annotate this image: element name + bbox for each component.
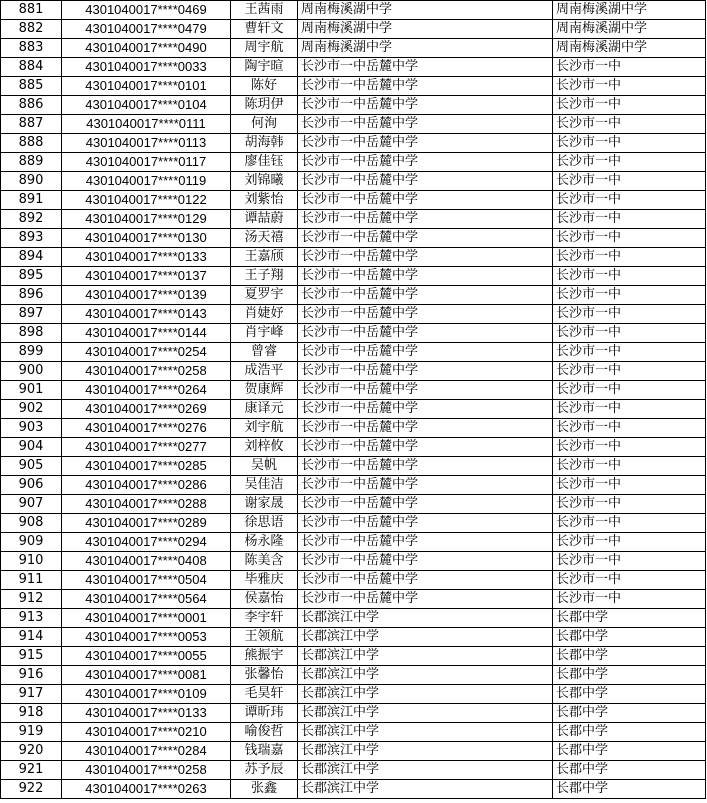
table-row bbox=[1, 248, 706, 267]
school-cell[interactable]: 长郡滨江中学 bbox=[298, 647, 553, 666]
school-cell[interactable]: 长沙市一中岳麓中学 bbox=[298, 115, 553, 134]
id-number-cell[interactable]: 4301040017****0117 bbox=[62, 153, 231, 172]
row-number-cell[interactable]: 902 bbox=[1, 400, 62, 419]
school-cell[interactable]: 长沙市一中岳麓中学 bbox=[298, 476, 553, 495]
student-name-cell[interactable]: 吴帆 bbox=[231, 457, 298, 476]
student-name-cell[interactable]: 夏罗宇 bbox=[231, 286, 298, 305]
id-number-cell[interactable]: 4301040017****0284 bbox=[62, 742, 231, 761]
id-number-cell[interactable]: 4301040017****0133 bbox=[62, 704, 231, 723]
student-name-cell[interactable]: 李宇轩 bbox=[231, 609, 298, 628]
id-number-cell[interactable]: 4301040017****0504 bbox=[62, 571, 231, 590]
table-row bbox=[1, 267, 706, 286]
table-row bbox=[1, 286, 706, 305]
id-number-cell[interactable]: 4301040017****0258 bbox=[62, 761, 231, 780]
school-group-cell[interactable]: 长沙市一中 bbox=[553, 533, 706, 552]
school-group-cell[interactable]: 周南梅溪湖中学 bbox=[553, 20, 706, 39]
row-number-cell[interactable]: 920 bbox=[1, 742, 62, 761]
school-cell[interactable]: 长郡滨江中学 bbox=[298, 723, 553, 742]
school-group-cell[interactable]: 长沙市一中 bbox=[553, 438, 706, 457]
student-name-cell[interactable]: 贺康辉 bbox=[231, 381, 298, 400]
row-number-cell[interactable]: 915 bbox=[1, 647, 62, 666]
school-cell[interactable]: 长沙市一中岳麓中学 bbox=[298, 58, 553, 77]
student-name-cell[interactable]: 徐思语 bbox=[231, 514, 298, 533]
school-cell[interactable]: 长郡滨江中学 bbox=[298, 666, 553, 685]
student-name-cell[interactable]: 喻俊哲 bbox=[231, 723, 298, 742]
school-group-cell[interactable]: 长沙市一中 bbox=[553, 77, 706, 96]
row-number-cell[interactable]: 881 bbox=[1, 1, 62, 20]
school-group-cell[interactable]: 长郡中学 bbox=[553, 780, 706, 799]
id-number-cell[interactable]: 4301040017****0055 bbox=[62, 647, 231, 666]
school-group-cell[interactable]: 长沙市一中 bbox=[553, 191, 706, 210]
school-group-cell[interactable]: 长沙市一中 bbox=[553, 305, 706, 324]
school-cell[interactable]: 长沙市一中岳麓中学 bbox=[298, 362, 553, 381]
row-number-cell[interactable]: 916 bbox=[1, 666, 62, 685]
school-cell[interactable]: 长郡滨江中学 bbox=[298, 742, 553, 761]
table-row bbox=[1, 571, 706, 590]
id-number-cell[interactable]: 4301040017****0144 bbox=[62, 324, 231, 343]
student-name-cell[interactable]: 苏予辰 bbox=[231, 761, 298, 780]
school-group-cell[interactable]: 长沙市一中 bbox=[553, 476, 706, 495]
student-name-cell[interactable]: 王领航 bbox=[231, 628, 298, 647]
student-name-cell[interactable]: 谭昕玮 bbox=[231, 704, 298, 723]
student-name-cell[interactable]: 谢家晟 bbox=[231, 495, 298, 514]
row-number-cell[interactable]: 891 bbox=[1, 191, 62, 210]
school-cell[interactable]: 长沙市一中岳麓中学 bbox=[298, 267, 553, 286]
student-name-cell[interactable]: 廖佳钰 bbox=[231, 153, 298, 172]
school-cell[interactable]: 周南梅溪湖中学 bbox=[298, 1, 553, 20]
row-number-cell[interactable]: 904 bbox=[1, 438, 62, 457]
row-number-cell[interactable]: 898 bbox=[1, 324, 62, 343]
row-number-cell[interactable]: 896 bbox=[1, 286, 62, 305]
school-cell[interactable]: 长沙市一中岳麓中学 bbox=[298, 400, 553, 419]
school-group-cell[interactable]: 长沙市一中 bbox=[553, 229, 706, 248]
id-number-cell[interactable]: 4301040017****0564 bbox=[62, 590, 231, 609]
student-name-cell[interactable]: 成浩平 bbox=[231, 362, 298, 381]
row-number-cell[interactable]: 887 bbox=[1, 115, 62, 134]
school-cell[interactable]: 长郡滨江中学 bbox=[298, 780, 553, 799]
table-row bbox=[1, 20, 706, 39]
row-number-cell[interactable]: 918 bbox=[1, 704, 62, 723]
school-cell[interactable]: 长沙市一中岳麓中学 bbox=[298, 590, 553, 609]
table-row bbox=[1, 609, 706, 628]
student-name-cell[interactable]: 刘梓攸 bbox=[231, 438, 298, 457]
school-group-cell[interactable]: 长沙市一中 bbox=[553, 419, 706, 438]
school-cell[interactable]: 长沙市一中岳麓中学 bbox=[298, 514, 553, 533]
school-group-cell[interactable]: 长沙市一中 bbox=[553, 495, 706, 514]
row-number-cell[interactable]: 888 bbox=[1, 134, 62, 153]
school-group-cell[interactable]: 长沙市一中 bbox=[553, 172, 706, 191]
row-number-cell[interactable]: 907 bbox=[1, 495, 62, 514]
id-number-cell[interactable]: 4301040017****0053 bbox=[62, 628, 231, 647]
table-row bbox=[1, 457, 706, 476]
table-row bbox=[1, 419, 706, 438]
id-number-cell[interactable]: 4301040017****0408 bbox=[62, 552, 231, 571]
student-name-cell[interactable]: 毕雅庆 bbox=[231, 571, 298, 590]
school-cell[interactable]: 长郡滨江中学 bbox=[298, 628, 553, 647]
school-cell[interactable]: 长郡滨江中学 bbox=[298, 761, 553, 780]
student-name-cell[interactable]: 陈好 bbox=[231, 77, 298, 96]
school-cell[interactable]: 长沙市一中岳麓中学 bbox=[298, 419, 553, 438]
student-name-cell[interactable]: 毛昊轩 bbox=[231, 685, 298, 704]
id-number-cell[interactable]: 4301040017****0264 bbox=[62, 381, 231, 400]
id-number-cell[interactable]: 4301040017****0111 bbox=[62, 115, 231, 134]
school-cell[interactable]: 长沙市一中岳麓中学 bbox=[298, 324, 553, 343]
school-group-cell[interactable]: 长沙市一中 bbox=[553, 457, 706, 476]
id-number-cell[interactable]: 4301040017****0294 bbox=[62, 533, 231, 552]
student-name-cell[interactable]: 王子翔 bbox=[231, 267, 298, 286]
table-row bbox=[1, 742, 706, 761]
school-group-cell[interactable]: 周南梅溪湖中学 bbox=[553, 1, 706, 20]
school-group-cell[interactable]: 长郡中学 bbox=[553, 685, 706, 704]
id-number-cell[interactable]: 4301040017****0129 bbox=[62, 210, 231, 229]
id-number-cell[interactable]: 4301040017****0490 bbox=[62, 39, 231, 58]
row-number-cell[interactable]: 897 bbox=[1, 305, 62, 324]
school-cell[interactable]: 周南梅溪湖中学 bbox=[298, 39, 553, 58]
id-number-cell[interactable]: 4301040017****0001 bbox=[62, 609, 231, 628]
table-row bbox=[1, 210, 706, 229]
school-cell[interactable]: 长沙市一中岳麓中学 bbox=[298, 77, 553, 96]
student-name-cell[interactable]: 刘紫怡 bbox=[231, 191, 298, 210]
row-number-cell[interactable]: 901 bbox=[1, 381, 62, 400]
school-group-cell[interactable]: 长沙市一中 bbox=[553, 153, 706, 172]
school-group-cell[interactable]: 长沙市一中 bbox=[553, 590, 706, 609]
school-group-cell[interactable]: 长沙市一中 bbox=[553, 248, 706, 267]
table-row bbox=[1, 229, 706, 248]
table-row bbox=[1, 647, 706, 666]
student-name-cell[interactable]: 肖宇峰 bbox=[231, 324, 298, 343]
student-name-cell[interactable]: 谭喆蔚 bbox=[231, 210, 298, 229]
row-number-cell[interactable]: 893 bbox=[1, 229, 62, 248]
school-group-cell[interactable]: 长沙市一中 bbox=[553, 96, 706, 115]
table-row bbox=[1, 381, 706, 400]
row-number-cell[interactable]: 894 bbox=[1, 248, 62, 267]
row-number-cell[interactable]: 909 bbox=[1, 533, 62, 552]
table-row bbox=[1, 39, 706, 58]
school-cell[interactable]: 长沙市一中岳麓中学 bbox=[298, 343, 553, 362]
row-number-cell[interactable]: 885 bbox=[1, 77, 62, 96]
school-cell[interactable]: 长沙市一中岳麓中学 bbox=[298, 571, 553, 590]
row-number-cell[interactable]: 889 bbox=[1, 153, 62, 172]
school-cell[interactable]: 长郡滨江中学 bbox=[298, 704, 553, 723]
school-group-cell[interactable]: 周南梅溪湖中学 bbox=[553, 39, 706, 58]
id-number-cell[interactable]: 4301040017****0277 bbox=[62, 438, 231, 457]
id-number-cell[interactable]: 4301040017****0289 bbox=[62, 514, 231, 533]
school-cell[interactable]: 长沙市一中岳麓中学 bbox=[298, 191, 553, 210]
id-number-cell[interactable]: 4301040017****0469 bbox=[62, 1, 231, 20]
id-number-cell[interactable]: 4301040017****0254 bbox=[62, 343, 231, 362]
row-number-cell[interactable]: 911 bbox=[1, 571, 62, 590]
row-number-cell[interactable]: 900 bbox=[1, 362, 62, 381]
school-cell[interactable]: 长沙市一中岳麓中学 bbox=[298, 286, 553, 305]
row-number-cell[interactable]: 895 bbox=[1, 267, 62, 286]
row-number-cell[interactable]: 921 bbox=[1, 761, 62, 780]
row-number-cell[interactable]: 890 bbox=[1, 172, 62, 191]
school-group-cell[interactable]: 长郡中学 bbox=[553, 742, 706, 761]
school-cell[interactable]: 长郡滨江中学 bbox=[298, 609, 553, 628]
id-number-cell[interactable]: 4301040017****0081 bbox=[62, 666, 231, 685]
row-number-cell[interactable]: 886 bbox=[1, 96, 62, 115]
id-number-cell[interactable]: 4301040017****0033 bbox=[62, 58, 231, 77]
row-number-cell[interactable]: 899 bbox=[1, 343, 62, 362]
school-group-cell[interactable]: 长郡中学 bbox=[553, 666, 706, 685]
school-group-cell[interactable]: 长沙市一中 bbox=[553, 552, 706, 571]
row-number-cell[interactable]: 906 bbox=[1, 476, 62, 495]
school-cell[interactable]: 长沙市一中岳麓中学 bbox=[298, 210, 553, 229]
row-number-cell[interactable]: 922 bbox=[1, 780, 62, 799]
student-name-cell[interactable]: 侯嘉怡 bbox=[231, 590, 298, 609]
table-body bbox=[1, 1, 706, 799]
school-cell[interactable]: 长沙市一中岳麓中学 bbox=[298, 533, 553, 552]
school-cell[interactable]: 长沙市一中岳麓中学 bbox=[298, 381, 553, 400]
table-row bbox=[1, 343, 706, 362]
school-cell[interactable]: 周南梅溪湖中学 bbox=[298, 20, 553, 39]
id-number-cell[interactable]: 4301040017****0130 bbox=[62, 229, 231, 248]
table-row bbox=[1, 723, 706, 742]
row-number-cell[interactable]: 913 bbox=[1, 609, 62, 628]
student-name-cell[interactable]: 吴佳洁 bbox=[231, 476, 298, 495]
student-name-cell[interactable]: 汤天禧 bbox=[231, 229, 298, 248]
row-number-cell[interactable]: 884 bbox=[1, 58, 62, 77]
school-group-cell[interactable]: 长沙市一中 bbox=[553, 210, 706, 229]
school-group-cell[interactable]: 长郡中学 bbox=[553, 609, 706, 628]
table-row bbox=[1, 514, 706, 533]
id-number-cell[interactable]: 4301040017****0122 bbox=[62, 191, 231, 210]
school-cell[interactable]: 长沙市一中岳麓中学 bbox=[298, 134, 553, 153]
table-row bbox=[1, 362, 706, 381]
school-group-cell[interactable]: 长沙市一中 bbox=[553, 134, 706, 153]
table-row bbox=[1, 400, 706, 419]
row-number-cell[interactable]: 914 bbox=[1, 628, 62, 647]
table-row bbox=[1, 191, 706, 210]
table-row bbox=[1, 628, 706, 647]
id-number-cell[interactable]: 4301040017****0288 bbox=[62, 495, 231, 514]
school-group-cell[interactable]: 长沙市一中 bbox=[553, 115, 706, 134]
student-name-cell[interactable]: 张鑫 bbox=[231, 780, 298, 799]
id-number-cell[interactable]: 4301040017****0269 bbox=[62, 400, 231, 419]
row-number-cell[interactable]: 908 bbox=[1, 514, 62, 533]
id-number-cell[interactable]: 4301040017****0133 bbox=[62, 248, 231, 267]
table-row bbox=[1, 305, 706, 324]
id-number-cell[interactable]: 4301040017****0104 bbox=[62, 96, 231, 115]
id-number-cell[interactable]: 4301040017****0101 bbox=[62, 77, 231, 96]
table-row bbox=[1, 666, 706, 685]
school-cell[interactable]: 长沙市一中岳麓中学 bbox=[298, 248, 553, 267]
table-row bbox=[1, 476, 706, 495]
table-row bbox=[1, 153, 706, 172]
school-group-cell[interactable]: 长沙市一中 bbox=[553, 343, 706, 362]
student-name-cell[interactable]: 刘宇航 bbox=[231, 419, 298, 438]
student-name-cell[interactable]: 陈美含 bbox=[231, 552, 298, 571]
table-row bbox=[1, 324, 706, 343]
student-name-cell[interactable]: 肖婕妤 bbox=[231, 305, 298, 324]
row-number-cell[interactable]: 882 bbox=[1, 20, 62, 39]
school-cell[interactable]: 长沙市一中岳麓中学 bbox=[298, 495, 553, 514]
school-group-cell[interactable]: 长沙市一中 bbox=[553, 267, 706, 286]
student-name-cell[interactable]: 张馨怡 bbox=[231, 666, 298, 685]
table-row bbox=[1, 533, 706, 552]
id-number-cell[interactable]: 4301040017****0109 bbox=[62, 685, 231, 704]
school-group-cell[interactable]: 长沙市一中 bbox=[553, 362, 706, 381]
student-name-cell[interactable]: 王茜雨 bbox=[231, 1, 298, 20]
school-group-cell[interactable]: 长沙市一中 bbox=[553, 514, 706, 533]
school-cell[interactable]: 长郡滨江中学 bbox=[298, 685, 553, 704]
student-name-cell[interactable]: 刘锦曦 bbox=[231, 172, 298, 191]
id-number-cell[interactable]: 4301040017****0479 bbox=[62, 20, 231, 39]
school-cell[interactable]: 长沙市一中岳麓中学 bbox=[298, 438, 553, 457]
id-number-cell[interactable]: 4301040017****0137 bbox=[62, 267, 231, 286]
row-number-cell[interactable]: 912 bbox=[1, 590, 62, 609]
student-name-cell[interactable]: 曾睿 bbox=[231, 343, 298, 362]
school-group-cell[interactable]: 长沙市一中 bbox=[553, 400, 706, 419]
id-number-cell[interactable]: 4301040017****0210 bbox=[62, 723, 231, 742]
id-number-cell[interactable]: 4301040017****0285 bbox=[62, 457, 231, 476]
student-name-cell[interactable]: 何洵 bbox=[231, 115, 298, 134]
row-number-cell[interactable]: 919 bbox=[1, 723, 62, 742]
school-cell[interactable]: 长沙市一中岳麓中学 bbox=[298, 172, 553, 191]
school-group-cell[interactable]: 长郡中学 bbox=[553, 704, 706, 723]
school-group-cell[interactable]: 长郡中学 bbox=[553, 647, 706, 666]
school-cell[interactable]: 长沙市一中岳麓中学 bbox=[298, 96, 553, 115]
table-row bbox=[1, 134, 706, 153]
school-group-cell[interactable]: 长沙市一中 bbox=[553, 324, 706, 343]
school-cell[interactable]: 长沙市一中岳麓中学 bbox=[298, 229, 553, 248]
student-name-cell[interactable]: 熊振宇 bbox=[231, 647, 298, 666]
id-number-cell[interactable]: 4301040017****0286 bbox=[62, 476, 231, 495]
id-number-cell[interactable]: 4301040017****0139 bbox=[62, 286, 231, 305]
table-row bbox=[1, 590, 706, 609]
table-row bbox=[1, 780, 706, 799]
student-name-cell[interactable]: 康译元 bbox=[231, 400, 298, 419]
table-row bbox=[1, 77, 706, 96]
id-number-cell[interactable]: 4301040017****0113 bbox=[62, 134, 231, 153]
school-cell[interactable]: 长沙市一中岳麓中学 bbox=[298, 153, 553, 172]
school-cell[interactable]: 长沙市一中岳麓中学 bbox=[298, 305, 553, 324]
student-name-cell[interactable]: 钱瑞嘉 bbox=[231, 742, 298, 761]
school-cell[interactable]: 长沙市一中岳麓中学 bbox=[298, 457, 553, 476]
school-group-cell[interactable]: 长沙市一中 bbox=[553, 381, 706, 400]
table-row bbox=[1, 761, 706, 780]
row-number-cell[interactable]: 905 bbox=[1, 457, 62, 476]
school-group-cell[interactable]: 长郡中学 bbox=[553, 723, 706, 742]
school-cell[interactable]: 长沙市一中岳麓中学 bbox=[298, 552, 553, 571]
id-number-cell[interactable]: 4301040017****0276 bbox=[62, 419, 231, 438]
student-name-cell[interactable]: 王嘉颀 bbox=[231, 248, 298, 267]
id-number-cell[interactable]: 4301040017****0258 bbox=[62, 362, 231, 381]
row-number-cell[interactable]: 892 bbox=[1, 210, 62, 229]
table-row bbox=[1, 58, 706, 77]
school-group-cell[interactable]: 长沙市一中 bbox=[553, 58, 706, 77]
school-group-cell[interactable]: 长郡中学 bbox=[553, 761, 706, 780]
id-number-cell[interactable]: 4301040017****0263 bbox=[62, 780, 231, 799]
table-row bbox=[1, 172, 706, 191]
row-number-cell[interactable]: 903 bbox=[1, 419, 62, 438]
table-row bbox=[1, 685, 706, 704]
school-group-cell[interactable]: 长沙市一中 bbox=[553, 571, 706, 590]
school-group-cell[interactable]: 长沙市一中 bbox=[553, 286, 706, 305]
row-number-cell[interactable]: 910 bbox=[1, 552, 62, 571]
table-row bbox=[1, 96, 706, 115]
row-number-cell[interactable]: 883 bbox=[1, 39, 62, 58]
table-row bbox=[1, 495, 706, 514]
student-name-cell[interactable]: 胡海韩 bbox=[231, 134, 298, 153]
student-name-cell[interactable]: 杨永隆 bbox=[231, 533, 298, 552]
row-number-cell[interactable]: 917 bbox=[1, 685, 62, 704]
student-name-cell[interactable]: 陈玥伊 bbox=[231, 96, 298, 115]
table-row bbox=[1, 552, 706, 571]
student-name-cell[interactable]: 陶宇暄 bbox=[231, 58, 298, 77]
table-row bbox=[1, 438, 706, 457]
school-group-cell[interactable]: 长郡中学 bbox=[553, 628, 706, 647]
table-row bbox=[1, 115, 706, 134]
student-name-cell[interactable]: 周宇航 bbox=[231, 39, 298, 58]
id-number-cell[interactable]: 4301040017****0143 bbox=[62, 305, 231, 324]
id-number-cell[interactable]: 4301040017****0119 bbox=[62, 172, 231, 191]
student-name-cell[interactable]: 曹轩文 bbox=[231, 20, 298, 39]
table-row bbox=[1, 704, 706, 723]
table-row bbox=[1, 1, 706, 20]
